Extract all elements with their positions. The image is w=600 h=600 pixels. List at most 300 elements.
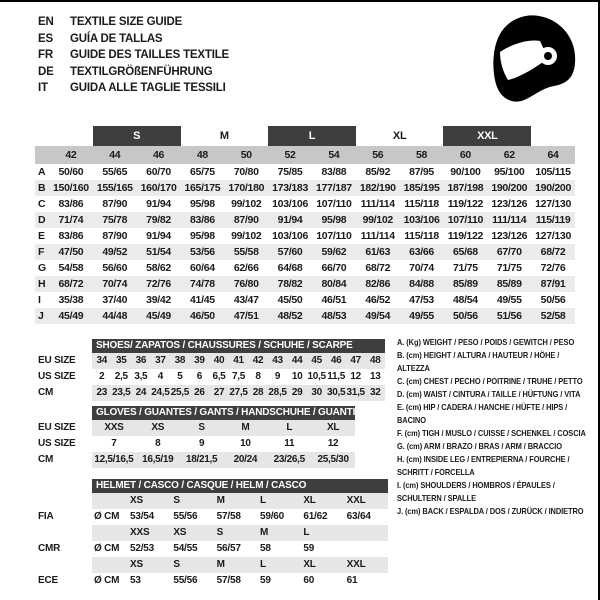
size-value: 111/114 [492, 214, 527, 226]
size-value: 51/56 [496, 310, 522, 322]
gloves-value: 18/21,5 [185, 454, 218, 465]
shoes-value: 8 [255, 371, 261, 382]
size-value: 95/98 [190, 198, 215, 210]
gloves-labels [38, 406, 92, 468]
size-value: 68/72 [58, 278, 84, 290]
helmet-size: S [216, 527, 224, 538]
size-row-c [35, 196, 575, 212]
size-value: 82/86 [365, 278, 391, 290]
size-value: 55/58 [233, 246, 259, 258]
gloves-rows [92, 420, 355, 468]
size-value: 48/53 [321, 310, 347, 322]
row-letter: A [38, 166, 46, 178]
legend-item: H. (cm) INSIDE LEG / ENTREPIERNA / FOURCHE / SCHRITT / FORCELLA [397, 454, 570, 477]
helmet-section [38, 479, 388, 589]
size-column-header: 42 [65, 149, 77, 161]
size-value: 45/50 [277, 294, 303, 306]
gloves-value: M [241, 422, 250, 433]
helmet-size: M [259, 527, 269, 538]
language-code: EN [38, 16, 54, 28]
size-group-xl: XL [392, 130, 407, 142]
size-value: 155/165 [96, 182, 133, 194]
size-value: 45/49 [58, 310, 84, 322]
size-value: 49/55 [496, 294, 522, 306]
helmet-size: XXL [346, 559, 366, 570]
size-value: 74/78 [190, 278, 215, 290]
helmet-size-blank [92, 525, 128, 541]
helmet-value: 54/55 [173, 543, 198, 554]
size-value: 85/92 [365, 166, 391, 178]
helmet-value: 60 [303, 575, 315, 586]
shoes-value: 12 [350, 371, 361, 382]
size-column-header: 56 [372, 149, 384, 161]
helmet-value: 61/62 [303, 511, 328, 522]
shoes-row [92, 369, 385, 385]
helmet-labels [38, 479, 92, 589]
size-value: 70/74 [409, 262, 434, 274]
shoes-title: SHOES/ ZAPATOS / CHAUSSURES / SCHUHE / SCARPE [92, 339, 385, 353]
size-column-header: 52 [284, 149, 296, 161]
shoes-value: 4 [157, 371, 163, 382]
size-value: 95/98 [190, 230, 215, 242]
shoes-value: 10,5 [307, 371, 326, 382]
size-value: 45/49 [146, 310, 171, 322]
size-value: 39/42 [146, 294, 171, 306]
size-value: 47/51 [233, 310, 259, 322]
helmet-value: 56/57 [216, 543, 241, 554]
legend-item: B. (cm) HEIGHT / ALTURA / HAUTEUR / HÖHE / ALTEZZA [397, 350, 560, 373]
shoes-value: 29 [291, 387, 303, 398]
size-value: 66/70 [321, 262, 347, 274]
size-value: 105/115 [535, 166, 571, 178]
size-value: 182/190 [359, 182, 396, 194]
helmet-size: S [173, 559, 180, 570]
size-value: 58/62 [146, 262, 171, 274]
shoes-row-label: US SIZE [38, 371, 76, 382]
shoes-value: 37 [155, 355, 166, 366]
helmet-value: 57/58 [216, 511, 241, 522]
gloves-value: 10 [240, 438, 251, 449]
shoes-value: 28 [252, 387, 264, 398]
helmet-size-row [92, 525, 388, 541]
size-value: 49/54 [365, 310, 391, 322]
shoes-value: 46 [330, 355, 342, 366]
size-row-i [35, 292, 575, 308]
size-value: 177/187 [315, 182, 352, 194]
size-value: 71/75 [453, 262, 478, 274]
helmet-standard-label: CMR [38, 543, 61, 554]
size-group-xxl: XXL [443, 126, 531, 146]
size-value: 127/130 [535, 198, 571, 210]
size-column-header: 62 [503, 149, 515, 161]
row-letter: D [38, 214, 46, 226]
size-group-row [35, 126, 575, 146]
size-value: 123/126 [491, 230, 528, 242]
size-row-h [35, 276, 575, 292]
size-value: 115/118 [404, 198, 439, 210]
helmet-value: 55/56 [173, 575, 198, 586]
size-value: 55/65 [102, 166, 128, 178]
size-value: 57/60 [277, 246, 303, 258]
shoes-value: 24,5 [151, 387, 170, 398]
size-value: 68/72 [540, 246, 566, 258]
size-value: 170/180 [228, 182, 265, 194]
gloves-value: 11 [284, 438, 295, 449]
racing-helmet-icon [478, 8, 590, 108]
size-value: 85/89 [453, 278, 478, 290]
helmet-value: 52/53 [130, 543, 155, 554]
row-letter: H [38, 278, 46, 290]
size-value: 62/66 [233, 262, 259, 274]
helmet-value: 63/64 [346, 511, 371, 522]
gloves-row-label: EU SIZE [38, 422, 76, 433]
helmet-size: XXL [346, 495, 366, 506]
shoes-value: 3,5 [134, 371, 148, 382]
shoes-value: 2 [99, 371, 105, 382]
size-value: 83/86 [190, 214, 215, 226]
size-value: 103/106 [272, 230, 308, 242]
language-row [38, 64, 229, 81]
legend-item: G. (cm) ARM / BRAZO / BRAS / ARM / BRACCIO [397, 441, 562, 451]
size-value: 91/94 [146, 198, 171, 210]
shoes-value: 30 [311, 387, 322, 398]
size-value: 80/84 [321, 278, 347, 290]
shoes-value: 23 [96, 387, 108, 398]
row-letter: C [38, 198, 46, 210]
size-value: 90/100 [450, 166, 481, 178]
gloves-value: XXS [104, 422, 124, 433]
language-row [38, 31, 229, 48]
size-value: 59/62 [321, 246, 347, 258]
size-value: 87/91 [540, 278, 566, 290]
size-value: 91/94 [146, 230, 171, 242]
size-value: 49/52 [102, 246, 128, 258]
gloves-value: 12 [327, 438, 339, 449]
shoes-value: 38 [174, 355, 186, 366]
size-value: 107/110 [447, 214, 484, 226]
corner-cell [35, 146, 49, 164]
legend-item: J. (cm) BACK / ESPALDA / DOS / ZURÜCK / INDIETRO [397, 506, 584, 516]
shoes-value: 26 [194, 387, 205, 398]
size-value: 87/90 [102, 230, 128, 242]
size-value: 83/88 [321, 166, 347, 178]
language-list [38, 14, 229, 97]
helmet-value: 59/60 [259, 511, 285, 522]
size-value: 65/68 [453, 246, 478, 258]
row-letter: F [38, 246, 45, 258]
size-column-header: 44 [109, 149, 121, 161]
size-column-header: 58 [416, 149, 428, 161]
size-value: 150/160 [52, 182, 89, 194]
size-column-row [35, 146, 575, 164]
size-value: 99/102 [362, 214, 393, 226]
size-value: 99/102 [231, 230, 262, 242]
size-value: 50/56 [453, 310, 478, 322]
shoes-value: 24 [135, 387, 147, 398]
shoes-labels [38, 339, 92, 401]
helmet-value: 58 [259, 543, 271, 554]
size-value: 115/119 [535, 214, 571, 226]
language-title: GUÍA DE TALLAS [70, 32, 163, 45]
size-value: 190/200 [491, 182, 528, 194]
size-value: 83/86 [58, 230, 84, 242]
gloves-value: XS [151, 422, 165, 433]
size-value: 173/183 [272, 182, 308, 194]
shoes-value: 35 [116, 355, 127, 366]
size-column-header: 64 [547, 149, 559, 161]
shoes-row-label: CM [38, 387, 54, 398]
helmet-size: XS [130, 495, 143, 506]
row-letter: G [38, 262, 46, 274]
shoes-value: 40 [213, 355, 225, 366]
shoes-value: 6,5 [212, 371, 226, 382]
shoes-value: 30,5 [327, 387, 346, 398]
size-value: 65/75 [190, 166, 215, 178]
size-row-g [35, 260, 575, 276]
size-value: 78/82 [277, 278, 303, 290]
size-value: 51/54 [146, 246, 171, 258]
size-value: 67/70 [496, 246, 522, 258]
helmet-size: XL [303, 559, 316, 570]
shoes-value: 47 [350, 355, 361, 366]
helmet-size: XS [130, 559, 143, 570]
size-value: 119/122 [447, 230, 484, 242]
helmet-value [345, 541, 388, 557]
helmet-value-row [92, 541, 388, 557]
size-value: 54/58 [58, 262, 84, 274]
size-value: 87/95 [409, 166, 434, 178]
shoes-value: 7,5 [231, 371, 245, 382]
size-row-a [35, 164, 575, 180]
size-value: 91/94 [277, 214, 303, 226]
size-row-d [35, 212, 575, 228]
size-value: 71/75 [496, 262, 522, 274]
helmet-rows [92, 493, 388, 589]
gloves-row [92, 420, 355, 436]
legend-item: A. (Kg) WEIGHT / PESO / POIDS / GEWITCH / PESO [397, 337, 575, 347]
size-group-m: M [219, 130, 229, 142]
size-value: 72/76 [540, 262, 566, 274]
size-value: 35/38 [58, 294, 84, 306]
language-row [38, 80, 229, 97]
size-row-f [35, 244, 575, 260]
shoes-value: 2,5 [114, 371, 128, 382]
size-value: 49/55 [409, 310, 434, 322]
gloves-value: 20/24 [233, 454, 258, 465]
shoes-rows [92, 353, 385, 401]
size-value: 99/102 [231, 198, 262, 210]
helmet-value: 53 [130, 575, 141, 586]
size-value: 95/98 [321, 214, 347, 226]
size-row-b [35, 180, 575, 196]
gloves-value: XL [326, 422, 340, 433]
size-value: 165/175 [184, 182, 221, 194]
size-value: 107/110 [316, 198, 352, 210]
language-code: FR [38, 49, 53, 61]
helmet-value: 53/54 [130, 511, 155, 522]
helmet-size: L [303, 527, 310, 538]
size-value: 48/52 [277, 310, 303, 322]
size-value: 107/110 [316, 230, 352, 242]
gloves-title: GLOVES / GUANTES / GANTS / HANDSCHUHE / GUANTI [92, 406, 355, 420]
size-value: 46/51 [321, 294, 347, 306]
shoes-value: 48 [369, 355, 381, 366]
size-value: 75/78 [102, 214, 128, 226]
helmet-size-row [92, 557, 388, 573]
helmet-value: 59 [259, 575, 271, 586]
helmet-size: M [216, 559, 225, 570]
size-value: 70/74 [102, 278, 128, 290]
size-value: 75/85 [277, 166, 303, 178]
size-value: 46/50 [190, 310, 215, 322]
size-column-header: 50 [240, 149, 252, 161]
helmet-size: S [173, 495, 180, 506]
helmet-standard-label: FIA [38, 511, 54, 522]
size-value: 95/100 [494, 166, 525, 178]
helmet-size [345, 525, 388, 541]
helmet-table [92, 479, 388, 589]
size-column-header: 48 [196, 149, 208, 161]
size-value: 68/72 [365, 262, 391, 274]
row-letter: J [38, 310, 44, 322]
shoes-value: 34 [96, 355, 108, 366]
size-value: 79/82 [146, 214, 171, 226]
row-letter: B [38, 182, 46, 194]
legend-list [397, 336, 586, 518]
gloves-value: 9 [198, 438, 205, 449]
gloves-value: 12,5/16,5 [94, 454, 134, 465]
size-value: 83/86 [58, 198, 84, 210]
size-column-header: 54 [328, 149, 340, 161]
size-value: 103/106 [272, 198, 308, 210]
helmet-size: XXS [130, 527, 150, 538]
shoes-row-label: EU SIZE [38, 355, 76, 366]
size-group-s: S [93, 126, 181, 146]
shoes-value: 25,5 [170, 387, 190, 398]
size-value: 41/45 [190, 294, 215, 306]
size-value: 87/90 [233, 214, 259, 226]
legend-item: C. (cm) CHEST / PECHO / POITRINE / TRUHE / PETTO [397, 376, 583, 386]
language-row [38, 14, 229, 31]
language-title: GUIDA ALLE TAGLIE TESSILI [70, 82, 226, 94]
helmet-size: XS [173, 527, 187, 538]
size-column-header: 60 [459, 149, 471, 161]
size-value: 70/80 [233, 166, 259, 178]
size-value: 84/88 [409, 278, 434, 290]
size-value: 61/63 [365, 246, 391, 258]
shoes-value: 43 [272, 355, 283, 366]
shoes-value: 6 [196, 371, 203, 382]
shoes-value: 27 [213, 387, 225, 398]
size-value: 37/40 [102, 294, 128, 306]
size-value: 60/70 [146, 166, 171, 178]
shoes-value: 45 [311, 355, 322, 366]
helmet-size: L [259, 495, 266, 506]
size-value: 72/76 [146, 278, 171, 290]
size-value: 115/118 [404, 230, 439, 242]
shoes-value: 11,5 [327, 371, 346, 382]
shoes-value: 27,5 [229, 387, 248, 398]
gloves-row-label: US SIZE [38, 438, 76, 449]
size-column-header: 46 [153, 149, 165, 161]
language-title: GUIDE DES TAILLES TEXTILE [70, 49, 229, 61]
language-code: IT [38, 82, 48, 94]
shoes-table [92, 339, 385, 401]
shoes-value: 32 [369, 387, 381, 398]
language-title: TEXTILGRÖßENFÜHRUNG [70, 65, 213, 78]
helmet-standard-label: ECE [38, 575, 58, 586]
language-row [38, 47, 229, 64]
size-table-body [35, 164, 575, 324]
size-value: 119/122 [447, 198, 484, 210]
gloves-value: L [286, 422, 293, 433]
gloves-value: 23/26,5 [273, 454, 305, 465]
size-row-e [35, 228, 575, 244]
size-value: 60/64 [190, 262, 215, 274]
shoes-row [92, 353, 385, 369]
gloves-row [92, 452, 355, 468]
size-row-j [35, 308, 575, 324]
legend-item: F. (cm) TIGH / MUSLO / CUISSE / SCHENKEL / COSCIA [397, 428, 586, 438]
gloves-row-label: CM [38, 454, 54, 465]
size-value: 187/198 [447, 182, 484, 194]
helmet-size: L [259, 559, 266, 570]
row-letter: I [38, 294, 41, 306]
language-code: ES [38, 32, 53, 45]
size-value: 190/200 [535, 182, 571, 194]
shoes-value: 10 [291, 371, 303, 382]
helmet-size-blank [92, 493, 128, 509]
helmet-value-row [92, 509, 388, 525]
size-value: 48/54 [453, 294, 478, 306]
size-value: 46/52 [365, 294, 391, 306]
size-value: 64/68 [277, 262, 303, 274]
helmet-unit: Ø CM [94, 543, 120, 554]
size-value: 43/47 [233, 294, 259, 306]
gloves-value: 25,5/30 [317, 454, 349, 465]
size-value: 47/50 [58, 246, 84, 258]
language-title: TEXTILE SIZE GUIDE [70, 16, 183, 28]
helmet-title: HELMET / CASCO / CASQUE / HELM / CASCO [92, 479, 388, 493]
size-value: 123/126 [491, 198, 528, 210]
size-value: 53/56 [190, 246, 215, 258]
helmet-unit: Ø CM [94, 575, 120, 586]
size-value: 85/89 [496, 278, 522, 290]
helmet-value: 55/56 [173, 511, 198, 522]
size-value: 47/53 [409, 294, 434, 306]
gloves-value: 7 [111, 438, 117, 449]
shoes-value: 13 [369, 371, 381, 382]
size-value: 50/56 [540, 294, 566, 306]
shoes-value: 5 [177, 371, 183, 382]
legend-item: D. (cm) WAIST / CINTURA / TAILLE / HÜFTUNG / VITA [397, 389, 581, 399]
shoes-value: 28,5 [268, 387, 287, 398]
shoes-value: 36 [135, 355, 147, 366]
shoes-value: 31,5 [346, 387, 365, 398]
shoes-row [92, 385, 385, 401]
shoes-value: 42 [252, 355, 264, 366]
helmet-value: 61 [346, 575, 358, 586]
size-value: 160/170 [140, 182, 177, 194]
size-value: 111/114 [360, 198, 395, 210]
size-value: 44/48 [102, 310, 128, 322]
size-value: 71/74 [58, 214, 84, 226]
helmet-value-row [92, 573, 388, 589]
size-value: 127/130 [535, 230, 571, 242]
size-value: 52/58 [540, 310, 566, 322]
size-value: 111/114 [360, 230, 395, 242]
gloves-row [92, 436, 355, 452]
